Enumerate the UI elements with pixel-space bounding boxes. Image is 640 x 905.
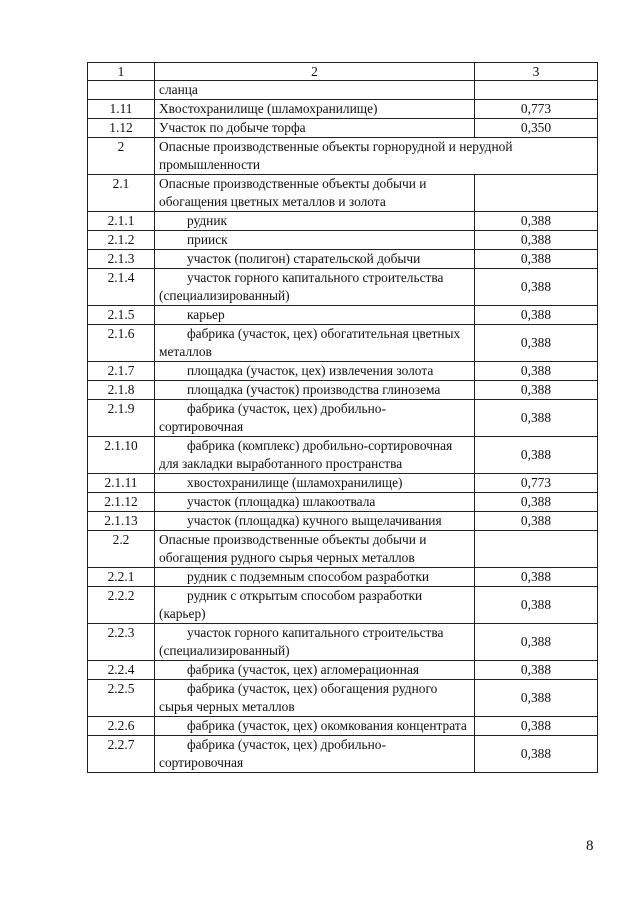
row-number: 2.1.2 bbox=[88, 231, 155, 250]
row-number: 2.1 bbox=[88, 175, 155, 212]
row-value: 0,388 bbox=[475, 250, 598, 269]
table-row bbox=[88, 212, 598, 231]
row-value: 0,388 bbox=[475, 717, 598, 736]
row-number: 2.1.7 bbox=[88, 362, 155, 381]
table-row bbox=[88, 474, 598, 493]
row-name: фабрика (участок, цех) агломерационная bbox=[155, 661, 475, 680]
table-row bbox=[88, 138, 598, 175]
table-row bbox=[88, 381, 598, 400]
row-name: карьер bbox=[155, 306, 475, 325]
row-name: фабрика (участок, цех) окомкования концентрата bbox=[155, 717, 475, 736]
table-row bbox=[88, 568, 598, 587]
table-row bbox=[88, 493, 598, 512]
row-value bbox=[475, 81, 598, 100]
row-value: 0,388 bbox=[475, 325, 598, 362]
table-row bbox=[88, 680, 598, 717]
row-number: 1.11 bbox=[88, 100, 155, 119]
row-value: 0,773 bbox=[475, 100, 598, 119]
table-row bbox=[88, 81, 598, 100]
row-name: участок горного капитального строительства (специализированный) bbox=[155, 624, 475, 661]
row-number: 2 bbox=[88, 138, 155, 175]
table-row bbox=[88, 437, 598, 474]
row-number bbox=[88, 81, 155, 100]
row-number: 2.1.11 bbox=[88, 474, 155, 493]
table-row bbox=[88, 661, 598, 680]
row-name: фабрика (комплекс) дробильно-сортировочная для закладки выработанного пространства bbox=[155, 437, 475, 474]
row-number: 2.1.3 bbox=[88, 250, 155, 269]
row-value: 0,388 bbox=[475, 587, 598, 624]
row-name: площадка (участок, цех) извлечения золота bbox=[155, 362, 475, 381]
row-number: 2.1.1 bbox=[88, 212, 155, 231]
row-value: 0,388 bbox=[475, 306, 598, 325]
document-table bbox=[87, 62, 598, 773]
row-name: фабрика (участок, цех) дробильно-сортировочная bbox=[155, 400, 475, 437]
table-row bbox=[88, 119, 598, 138]
row-value: 0,388 bbox=[475, 212, 598, 231]
row-value: 0,388 bbox=[475, 736, 598, 773]
table-row bbox=[88, 736, 598, 773]
header-col-3: 3 bbox=[475, 63, 598, 81]
row-value: 0,350 bbox=[475, 119, 598, 138]
row-value: 0,388 bbox=[475, 362, 598, 381]
row-number: 2.2.5 bbox=[88, 680, 155, 717]
table-row bbox=[88, 325, 598, 362]
table-row bbox=[88, 587, 598, 624]
row-name: фабрика (участок, цех) обогащения рудного сырья черных металлов bbox=[155, 680, 475, 717]
row-value: 0,388 bbox=[475, 568, 598, 587]
row-name: Опасные производственные объекты добычи и обогащения рудного сырья черных металлов bbox=[155, 531, 475, 568]
row-number: 2.2.4 bbox=[88, 661, 155, 680]
row-value: 0,388 bbox=[475, 231, 598, 250]
row-name: хвостохранилище (шламохранилище) bbox=[155, 474, 475, 493]
table-row bbox=[88, 400, 598, 437]
row-value: 0,388 bbox=[475, 381, 598, 400]
table-row bbox=[88, 231, 598, 250]
table-row bbox=[88, 269, 598, 306]
row-value: 0,388 bbox=[475, 661, 598, 680]
row-number: 2.1.12 bbox=[88, 493, 155, 512]
row-name: фабрика (участок, цех) дробильно-сортировочная bbox=[155, 736, 475, 773]
row-number: 2.2.1 bbox=[88, 568, 155, 587]
row-name: участок (площадка) кучного выщелачивания bbox=[155, 512, 475, 531]
row-number: 2.1.6 bbox=[88, 325, 155, 362]
row-number: 2.2.7 bbox=[88, 736, 155, 773]
row-name: рудник bbox=[155, 212, 475, 231]
row-name: участок (полигон) старательской добычи bbox=[155, 250, 475, 269]
row-number: 2.1.8 bbox=[88, 381, 155, 400]
row-value: 0,388 bbox=[475, 680, 598, 717]
table-row bbox=[88, 717, 598, 736]
table-row bbox=[88, 531, 598, 568]
table-row bbox=[88, 306, 598, 325]
table-header-row bbox=[88, 63, 598, 81]
row-name: прииск bbox=[155, 231, 475, 250]
row-name: Участок по добыче торфа bbox=[155, 119, 475, 138]
row-number: 2.1.13 bbox=[88, 512, 155, 531]
row-name: участок горного капитального строительства (специализированный) bbox=[155, 269, 475, 306]
row-value bbox=[475, 175, 598, 212]
header-col-2: 2 bbox=[155, 63, 475, 81]
row-number: 2.1.9 bbox=[88, 400, 155, 437]
table-row bbox=[88, 175, 598, 212]
row-value: 0,388 bbox=[475, 493, 598, 512]
row-number: 2.1.4 bbox=[88, 269, 155, 306]
row-name: сланца bbox=[155, 81, 475, 100]
row-name: Опасные производственные объекты горнорудной и нерудной промышленности bbox=[155, 138, 598, 175]
row-value bbox=[475, 531, 598, 568]
row-number: 2.2.2 bbox=[88, 587, 155, 624]
row-name: рудник с подземным способом разработки bbox=[155, 568, 475, 587]
row-number: 2.2.3 bbox=[88, 624, 155, 661]
row-number: 2.1.5 bbox=[88, 306, 155, 325]
row-number: 2.2.6 bbox=[88, 717, 155, 736]
table-row bbox=[88, 100, 598, 119]
table-row bbox=[88, 512, 598, 531]
header-col-1: 1 bbox=[88, 63, 155, 81]
row-number: 2.2 bbox=[88, 531, 155, 568]
row-name: площадка (участок) производства глинозема bbox=[155, 381, 475, 400]
row-name: фабрика (участок, цех) обогатительная цветных металлов bbox=[155, 325, 475, 362]
row-value: 0,388 bbox=[475, 512, 598, 531]
table-row bbox=[88, 362, 598, 381]
row-value: 0,388 bbox=[475, 269, 598, 306]
table-row bbox=[88, 250, 598, 269]
row-number: 1.12 bbox=[88, 119, 155, 138]
page-number: 8 bbox=[586, 838, 594, 854]
row-value: 0,388 bbox=[475, 437, 598, 474]
row-value: 0,388 bbox=[475, 400, 598, 437]
table-row bbox=[88, 624, 598, 661]
row-value: 0,773 bbox=[475, 474, 598, 493]
row-name: Опасные производственные объекты добычи и обогащения цветных металлов и золота bbox=[155, 175, 475, 212]
row-value: 0,388 bbox=[475, 624, 598, 661]
row-name: участок (площадка) шлакоотвала bbox=[155, 493, 475, 512]
row-name: рудник с открытым способом разработки (карьер) bbox=[155, 587, 475, 624]
row-number: 2.1.10 bbox=[88, 437, 155, 474]
row-name: Хвостохранилище (шламохранилище) bbox=[155, 100, 475, 119]
